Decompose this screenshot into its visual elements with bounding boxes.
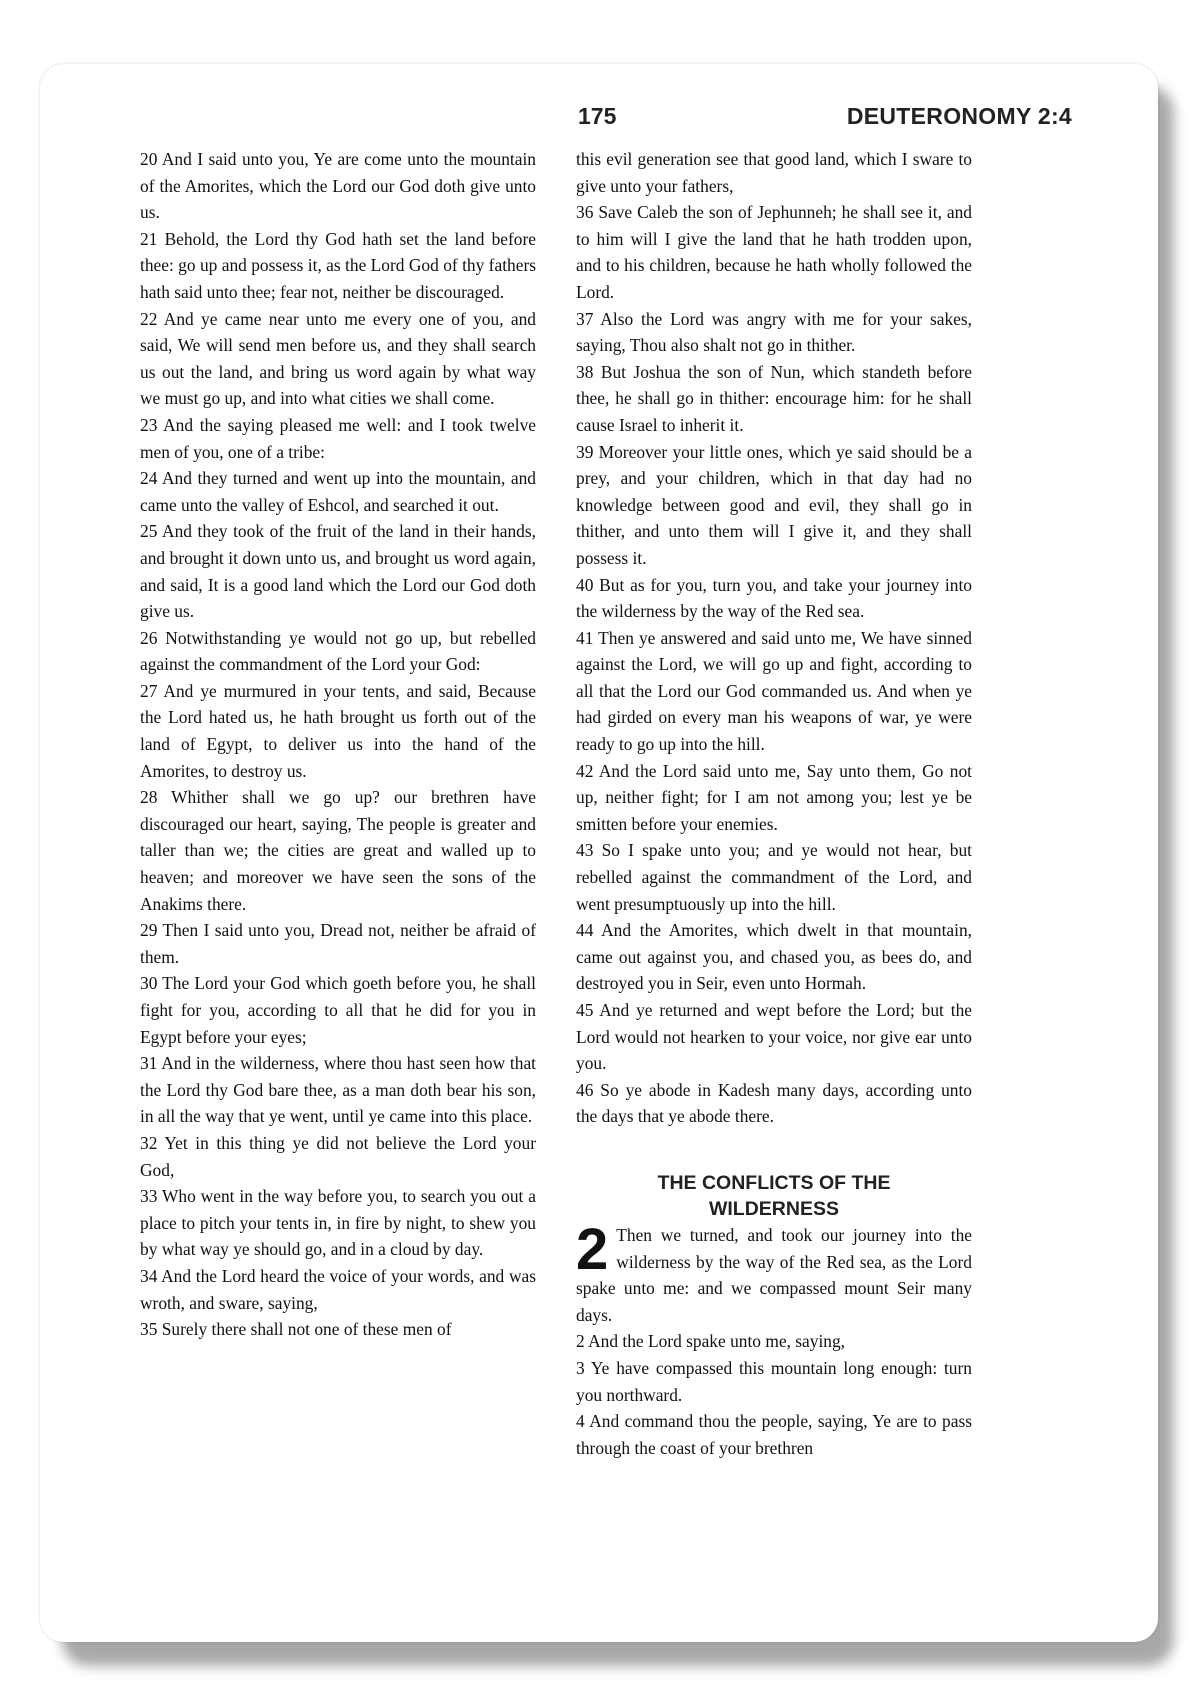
verse-24: 24 And they turned and went up into the mountain, and came unto the valley of Eshcol, and searched it out. [140,468,536,515]
verse-34: 34 And the Lord heard the voice of your words, and was wroth, and sware, saying, [140,1265,536,1313]
verse-36: 36 Save Caleb the son of Jephunneh; he shall see it, and to him will I give the land that he hath trodden upon, and to his children, because he hath wholly followed the Lord. [576,202,972,302]
verse-37: 37 Also the Lord was angry with me for your sakes, saying, Thou also shalt not go in thither. [576,308,972,356]
verse-38: 38 But Joshua the son of Nun, which standeth before thee, he shall go in thither: encourage him: for he shall cause Israel to inherit it. [576,361,972,435]
verse-39: 39 Moreover your little ones, which ye said should be a prey, and your children, which in that day had no knowledge between good and evil, they shall go in thither, and unto them will I give it, and they shall possess it. [576,441,972,568]
left-column [140,146,536,1343]
section-heading [576,1170,972,1222]
verse-20: 20 And I said unto you, Ye are come unto the mountain of the Amorites, which the Lord our God doth give unto us. [140,149,536,223]
verse-46: 46 So ye abode in Kadesh many days, according unto the days that ye abode there. [576,1079,972,1127]
verse-27: 27 And ye murmured in your tents, and said, Because the Lord hated us, he hath brought us forth out of the land of Egypt, to deliver us into the hand of the Amorites, to destroy us. [140,680,536,781]
verse-42: 42 And the Lord said unto me, Say unto them, Go not up, neither fight; for I am not among you; lest ye be smitten before your enemies. [576,760,972,834]
verse-43: 43 So I spake unto you; and ye would not hear, but rebelled against the commandment of the Lord, and went presumptuously up into the hill. [576,840,972,914]
verse-35-continued: this evil generation see that good land, which I sware to give unto your fathers, [576,149,972,196]
chapter-number: 2 [576,1216,609,1282]
verse-32: 32 Yet in this thing ye did not believe the Lord your God, [140,1132,536,1180]
verse-44: 44 And the Amorites, which dwelt in that mountain, came out against you, and chased you, as bees do, and destroyed you in Seir, even unto Hormah. [576,920,972,994]
verse-23: 23 And the saying pleased me well: and I took twelve men of you, one of a tribe: [140,414,536,462]
chapter-2-verse-3: 3 Ye have compassed this mountain long enough: turn you northward. [576,1357,972,1405]
verse-22: 22 And ye came near unto me every one of you, and said, We will send men before us, and they shall search us out the land, and bring us word again by what way we must go up, and into what cities we shall come. [140,308,536,409]
verse-21: 21 Behold, the Lord thy God hath set the land before thee: go up and possess it, as the Lord God of thy fathers hath said unto thee; fear not, neither be discouraged. [140,228,536,302]
verse-30: 30 The Lord your God which goeth before you, he shall fight for you, according to all that he did for you in Egypt before your eyes; [140,973,536,1047]
verse-28: 28 Whither shall we go up? our brethren have discouraged our heart, saying, The people is greater and taller than we; the cities are great and walled up to heaven; and moreover we have seen the sons of the Anakims there. [140,787,536,914]
verse-26: 26 Notwithstanding ye would not go up, but rebelled against the commandment of the Lord your God: [140,627,536,675]
chapter-2-verse-4: 4 And command thou the people, saying, Ye are to pass through the coast of your brethren [576,1411,972,1458]
verse-41: 41 Then ye answered and said unto me, We have sinned against the Lord, we will go up and fight, according to all that the Lord our God commanded us. And when ye had girded on every man his weapons of war, ye were ready to go up into the hill. [576,627,972,755]
running-head: DEUTERONOMY 2:4 [846,103,1072,129]
section-heading-line1: THE CONFLICTS OF THE [657,1171,891,1194]
verse-45: 45 And ye returned and wept before the Lord; but the Lord would not hearken to your voice, nor give ear unto you. [576,1000,972,1074]
verse-31: 31 And in the wilderness, where thou hast seen how that the Lord thy God bare thee, as a man doth bear his son, in all the way that ye went, until ye came into this place. [140,1053,536,1127]
verse-33: 33 Who went in the way before you, to search you out a place to pitch your tents in, in fire by night, to shew you by what way ye should go, and in a cloud by day. [140,1186,536,1260]
verse-35-start: 35 Surely there shall not one of these men of [140,1319,452,1340]
verse-29: 29 Then I said unto you, Dread not, neither be afraid of them. [140,920,536,967]
page-number: 175 [578,103,617,129]
section-heading-line2: WILDERNESS [708,1197,839,1220]
chapter-2-verse-1 [576,1216,972,1328]
page-header [40,103,1158,137]
chapter-2-verse-2: 2 And the Lord spake unto me, saying, [576,1331,846,1352]
verse-40: 40 But as for you, turn you, and take your journey into the wilderness by the way of the Red sea. [576,574,972,622]
verse-25: 25 And they took of the fruit of the land in their hands, and brought it down unto us, and brought us word again, and said, It is a good land which the Lord our God doth give us. [140,521,536,622]
chapter-verse-1-text: Then we turned, and took our journey into the wilderness by the way of the Red sea, as the Lord spake unto me: and we compassed mount Seir many days. [576,1224,972,1325]
bible-page [40,64,1158,1642]
right-column [576,146,972,1461]
